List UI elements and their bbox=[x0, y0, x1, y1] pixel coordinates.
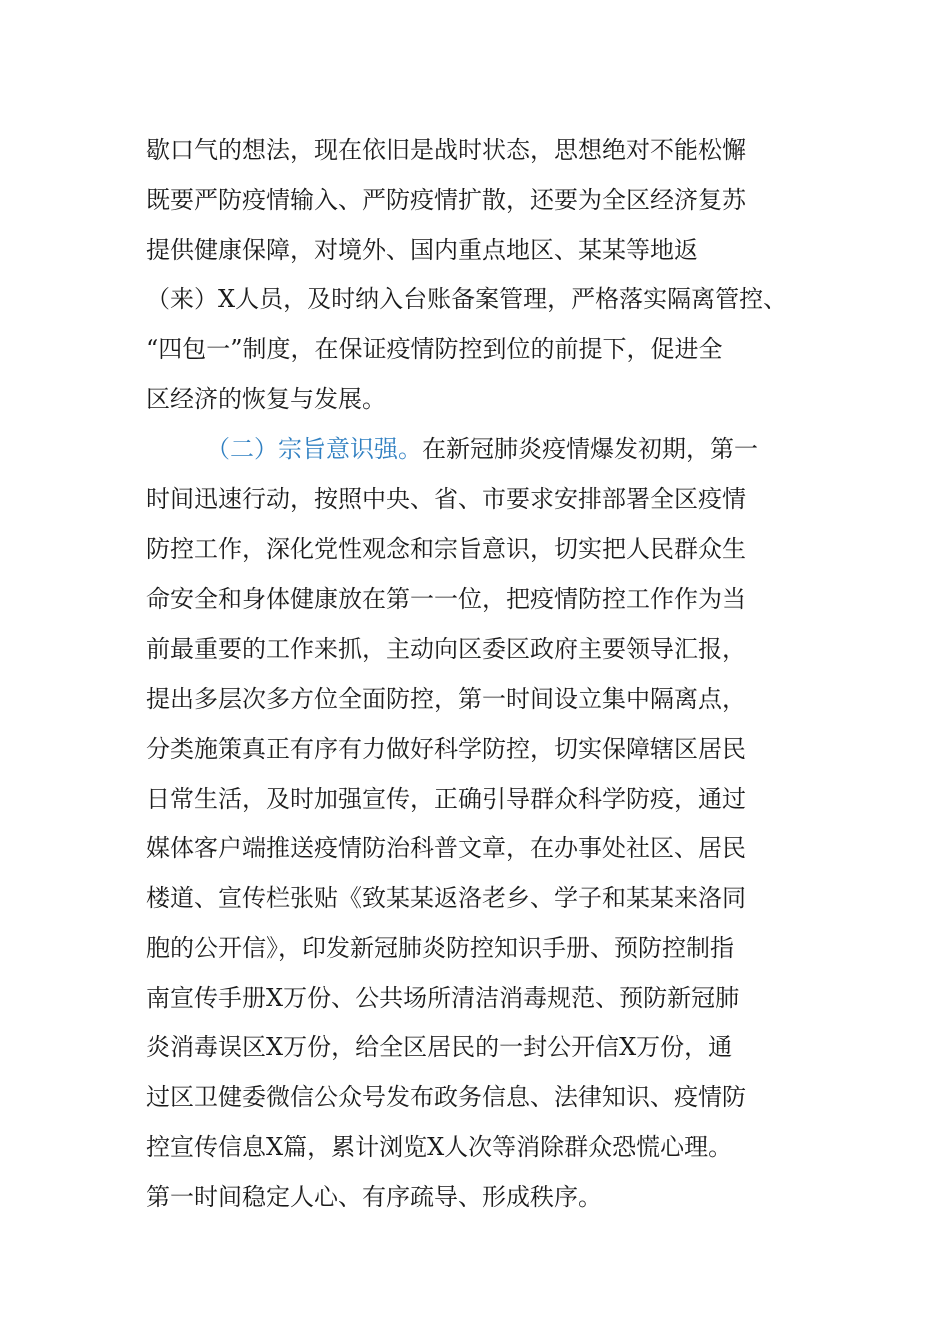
section-heading: （二）宗旨意识强。 bbox=[206, 435, 422, 463]
paragraph-2-line-8: 日常生活，及时加强宣传，正确引导群众科学防疫，通过 bbox=[146, 785, 746, 813]
paragraph-1-line-4: （来）X人员，及时纳入台账备案管理，严格落实隔离管控、 bbox=[146, 285, 788, 313]
paragraph-2-first-line bbox=[206, 429, 758, 469]
paragraph-2-line-15: 控宣传信息X篇，累计浏览X人次等消除群众恐慌心理。 bbox=[146, 1133, 733, 1161]
paragraph-2-line-6: 提出多层次多方位全面防控，第一时间设立集中隔离点， bbox=[146, 685, 746, 713]
paragraph-1-line-3: 提供健康保障，对境外、国内重点地区、某某等地返 bbox=[146, 236, 698, 264]
paragraph-2-line-2: 时间迅速行动，按照中央、省、市要求安排部署全区疫情 bbox=[146, 485, 746, 513]
paragraph-2-line-11: 胞的公开信》，印发新冠肺炎防控知识手册、预防控制指 bbox=[146, 934, 734, 962]
paragraph-1-line-1: 歇口气的想法，现在依旧是战时状态，思想绝对不能松懈 bbox=[146, 136, 746, 164]
paragraph-2-line-4: 命安全和身体健康放在第一一位，把疫情防控工作作为当 bbox=[146, 585, 746, 613]
paragraph-2-line-7: 分类施策真正有序有力做好科学防控，切实保障辖区居民 bbox=[146, 735, 746, 763]
paragraph-2-line-14: 过区卫健委微信公众号发布政务信息、法律知识、疫情防 bbox=[146, 1083, 746, 1111]
paragraph-1-line-6: 区经济的恢复与发展。 bbox=[146, 385, 386, 413]
paragraph-2-line-3: 防控工作，深化党性观念和宗旨意识，切实把人民群众生 bbox=[146, 535, 746, 563]
paragraph-2-line-10: 楼道、宣传栏张贴《致某某返洛老乡、学子和某某来洛同 bbox=[146, 884, 746, 912]
paragraph-2-line-12: 南宣传手册X万份、公共场所清洁消毒规范、预防新冠肺 bbox=[146, 984, 740, 1012]
paragraph-1-line-5: “四包一”制度，在保证疫情防控到位的前提下，促进全 bbox=[146, 335, 723, 363]
paragraph-2-first-line-text: 在新冠肺炎疫情爆发初期，第一 bbox=[422, 435, 758, 463]
paragraph-2-line-16: 第一时间稳定人心、有序疏导、形成秩序。 bbox=[146, 1183, 602, 1211]
paragraph-2-line-5: 前最重要的工作来抓，主动向区委区政府主要领导汇报， bbox=[146, 635, 746, 663]
paragraph-1-line-2: 既要严防疫情输入、严防疫情扩散，还要为全区经济复苏 bbox=[146, 186, 746, 214]
paragraph-2-line-13: 炎消毒误区X万份，给全区居民的一封公开信X万份，通 bbox=[146, 1033, 733, 1061]
paragraph-2-line-9: 媒体客户端推送疫情防治科普文章，在办事处社区、居民 bbox=[146, 834, 746, 862]
